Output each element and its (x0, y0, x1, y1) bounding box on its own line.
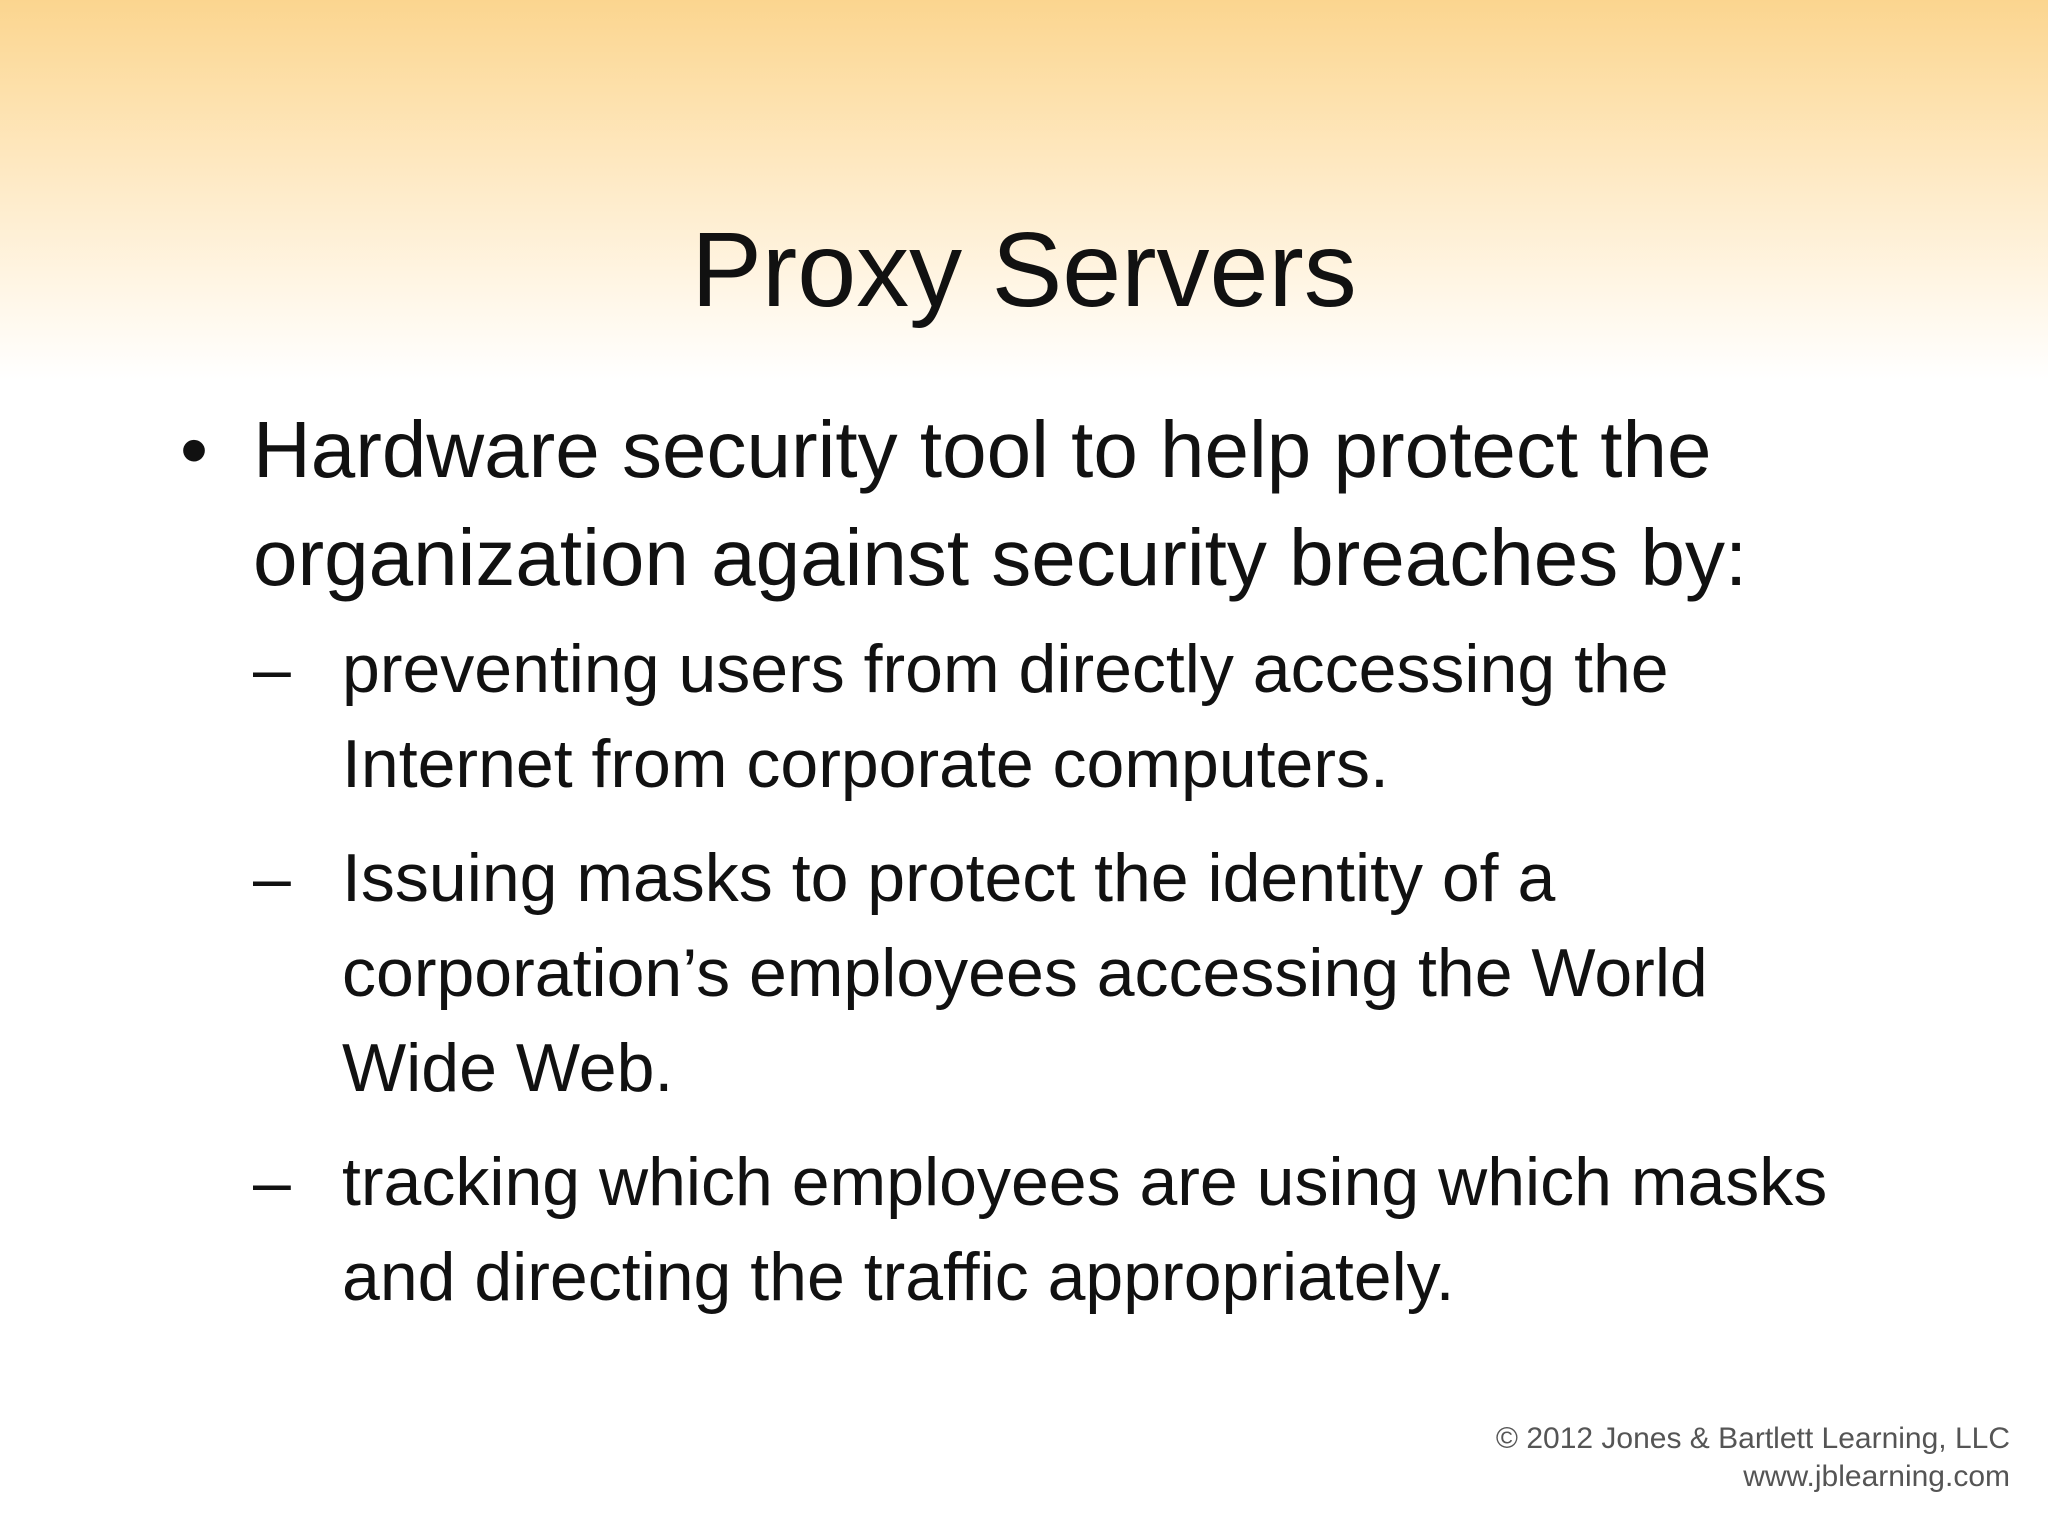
sub-bullet-item (253, 622, 1860, 812)
sub-bullet-item (253, 1135, 1860, 1325)
sub-bullet-marker: – (253, 840, 291, 916)
copyright-text: © 2012 Jones & Bartlett Learning, LLC (1495, 1422, 2010, 1455)
sub-bullet-item (253, 831, 1860, 1116)
bullet-list (180, 396, 1860, 1344)
sub-bullet-text: Issuing masks to protect the identity of a corporation’s employees accessing the World Wide Web. (342, 840, 1708, 1106)
copyright-notice (1496, 1420, 2010, 1496)
bullet-item (180, 396, 1860, 612)
bullet-text: Hardware security tool to help protect the organization against security breaches by: (253, 405, 1748, 602)
publisher-url: www.jblearning.com (1743, 1460, 2010, 1493)
sub-bullet-marker: – (253, 1144, 291, 1220)
sub-bullet-text: tracking which employees are using which masks and directing the traffic appropriately. (342, 1144, 1828, 1315)
slide-title: Proxy Servers (691, 211, 1357, 329)
sub-bullet-marker: – (253, 631, 291, 707)
sub-bullet-text: preventing users from directly accessing the Internet from corporate computers. (342, 631, 1669, 802)
bullet-marker: • (180, 405, 209, 494)
